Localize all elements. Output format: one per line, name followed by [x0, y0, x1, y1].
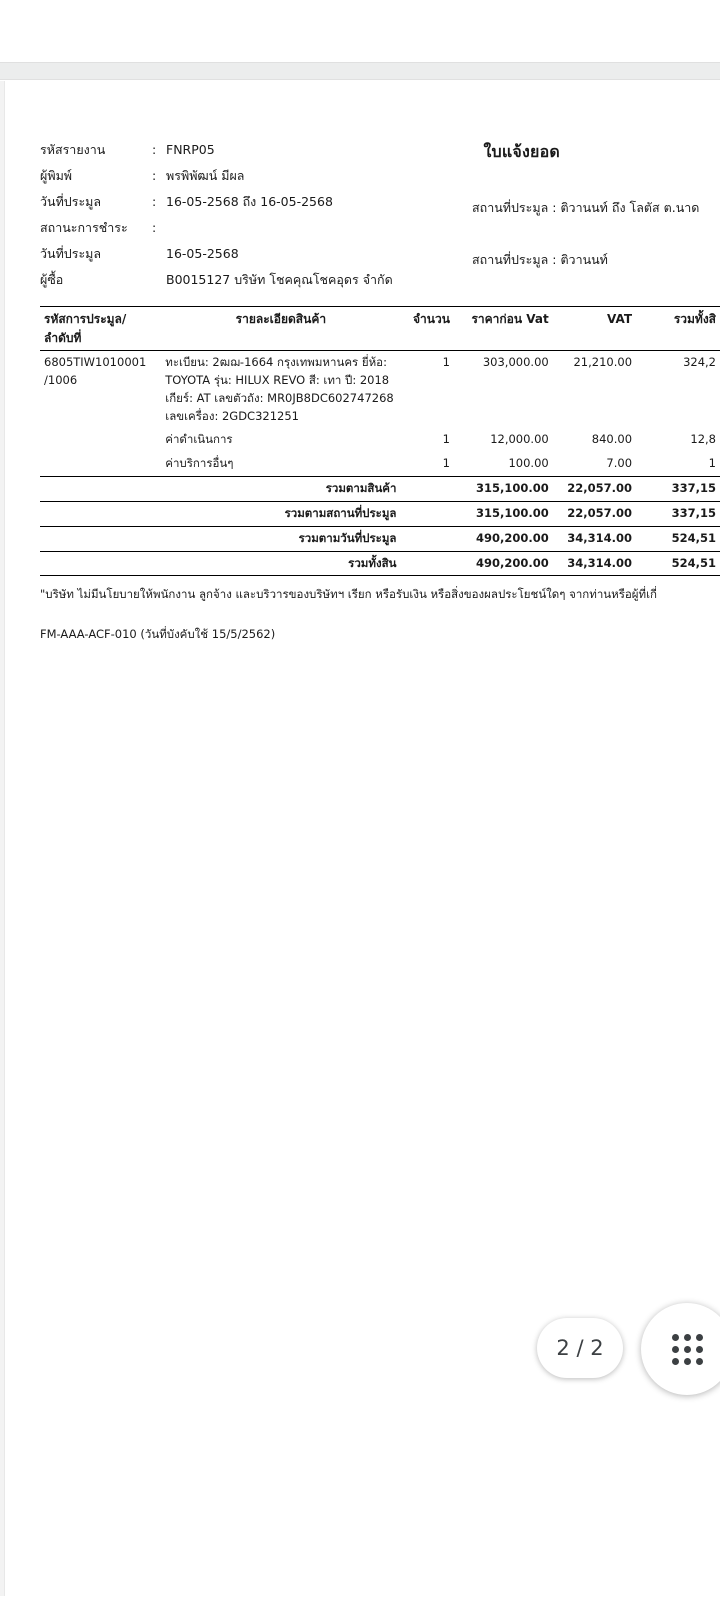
summary-price: 315,100.00: [454, 501, 553, 526]
summary-label: รวมตามวันที่ประมูล: [161, 526, 400, 551]
column-header-code-line2: ลำดับที่: [44, 330, 82, 345]
summary-vat: 22,057.00: [553, 477, 636, 502]
cell-code-line2: /1006: [44, 373, 78, 387]
column-header-code-line1: รหัสการประมูล/: [44, 312, 127, 326]
meta-row: [40, 166, 720, 192]
cell-code-line1: 6805TIW1010001: [44, 355, 147, 370]
viewer-bottom-bar: [0, 1596, 720, 1604]
meta-colon: :: [152, 194, 157, 209]
meta-value: B0015127 บริษัท โชคคุณโชคอุดร จำกัด: [166, 272, 393, 287]
column-header-qty: จำนวน: [400, 307, 453, 351]
page-indicator: 2 / 2: [537, 1318, 623, 1378]
auction-place: [472, 250, 720, 269]
meta-label: สถานะการชำระ: [40, 220, 128, 235]
cell-description: ค่าดำเนินการ: [165, 432, 233, 447]
meta-colon: :: [152, 168, 157, 183]
summary-row: [40, 551, 720, 576]
page-separator: [0, 62, 720, 80]
meta-value: 16-05-2568: [166, 246, 239, 261]
summary-qty: [400, 477, 453, 502]
viewer-top-strip: [0, 0, 720, 62]
meta-label: รหัสรายงาน: [40, 142, 106, 157]
summary-spacer: [40, 526, 161, 551]
meta-row: [40, 218, 720, 244]
summary-spacer: [40, 501, 161, 526]
summary-total: 524,51: [636, 526, 720, 551]
cell-description: ทะเบียน: 2ฒฌ-1664 กรุงเทพมหานคร ยี่ห้อ: TOYOTA รุ่น: HILUX REVO สี: เทา ปี: 2018 เกียร์: AT เลขตัวถัง: MR0JB8DC602747268 เลขเครื่อง: 2GDC321251: [165, 355, 394, 423]
summary-vat: 34,314.00: [553, 551, 636, 576]
table-header-row: [40, 307, 720, 351]
column-header-vat: VAT: [553, 307, 636, 351]
table-row: [40, 428, 720, 452]
summary-qty: [400, 526, 453, 551]
cell-vat: 840.00: [591, 432, 633, 447]
meta-label: วันที่ประมูล: [40, 194, 102, 209]
meta-value: 16-05-2568 ถึง 16-05-2568: [166, 194, 333, 209]
cell-description: ค่าบริการอื่นๆ: [165, 456, 234, 471]
cell-total: 324,2: [683, 355, 716, 370]
auction-place-range: [472, 198, 720, 217]
cell-code: [40, 452, 161, 476]
table-row: [40, 351, 720, 429]
page-left-edge: [0, 81, 5, 1604]
summary-row: [40, 477, 720, 502]
meta-value: พรพิพัฒน์ มีผล: [166, 168, 245, 183]
summary-vat: 34,314.00: [553, 526, 636, 551]
cell-qty: 1: [442, 456, 450, 471]
summary-row: [40, 526, 720, 551]
meta-colon: :: [152, 220, 157, 235]
auction-place-label: สถานที่ประมูล :: [472, 200, 557, 215]
meta-label: ผู้พิมพ์: [40, 168, 73, 183]
summary-total: 337,15: [636, 501, 720, 526]
summary-label: รวมทั้งสิน: [161, 551, 400, 576]
auction-place-label: สถานที่ประมูล :: [472, 252, 557, 267]
auction-place-value: ติวานนท์: [560, 252, 608, 267]
auction-place-value: ติวานนท์ ถึง โลตัส ต.นาด: [560, 200, 700, 215]
summary-total: 524,51: [636, 551, 720, 576]
cell-code: [40, 428, 161, 452]
cell-total: 1: [708, 456, 716, 471]
summary-price: 490,200.00: [454, 526, 553, 551]
summary-label: รวมตามสินค้า: [161, 477, 400, 502]
summary-qty: [400, 501, 453, 526]
grid-dots-icon: [672, 1334, 703, 1365]
summary-qty: [400, 551, 453, 576]
summary-spacer: [40, 551, 161, 576]
cell-vat: 21,210.00: [573, 355, 633, 370]
cell-price: 303,000.00: [482, 355, 549, 370]
summary-vat: 22,057.00: [553, 501, 636, 526]
summary-price: 315,100.00: [454, 477, 553, 502]
cell-qty: 1: [442, 432, 450, 447]
document-title: ใบแจ้งยอด: [483, 142, 560, 161]
policy-note: "บริษัท ไม่มีนโยบายให้พนักงาน ลูกจ้าง และบริวารของบริษัทฯ เรียก หรือรับเงิน หรือสิ่งของผลประโยชน์ใดๆ จากท่านหรือผู้ที่เกี่: [40, 587, 658, 602]
cell-total: 12,8: [690, 432, 716, 447]
summary-spacer: [40, 477, 161, 502]
column-header-code: [40, 307, 161, 351]
summary-price: 490,200.00: [454, 551, 553, 576]
form-code: FM-AAA-ACF-010 (วันที่บังคับใช้ 15/5/2562): [40, 627, 276, 642]
summary-total: 337,15: [636, 477, 720, 502]
meta-value: FNRP05: [166, 142, 215, 157]
cell-code: [40, 351, 161, 429]
items-table: [40, 306, 720, 576]
column-header-description: รายละเอียดสินค้า: [161, 307, 400, 351]
summary-row: [40, 501, 720, 526]
cell-vat: 7.00: [606, 456, 633, 471]
document-header: [40, 140, 720, 296]
cell-qty: 1: [442, 355, 450, 370]
meta-label: ผู้ซื้อ: [40, 272, 64, 287]
meta-label: วันที่ประมูล: [40, 246, 102, 261]
meta-row: [40, 140, 720, 166]
cell-price: 100.00: [508, 456, 549, 471]
document-content: [40, 140, 720, 644]
column-header-total: รวมทั้งสิ: [636, 307, 720, 351]
meta-colon: :: [152, 142, 157, 157]
column-header-price: ราคาก่อน Vat: [454, 307, 553, 351]
meta-row: [40, 270, 720, 296]
cell-price: 12,000.00: [490, 432, 549, 447]
table-row: [40, 452, 720, 476]
summary-label: รวมตามสถานที่ประมูล: [161, 501, 400, 526]
